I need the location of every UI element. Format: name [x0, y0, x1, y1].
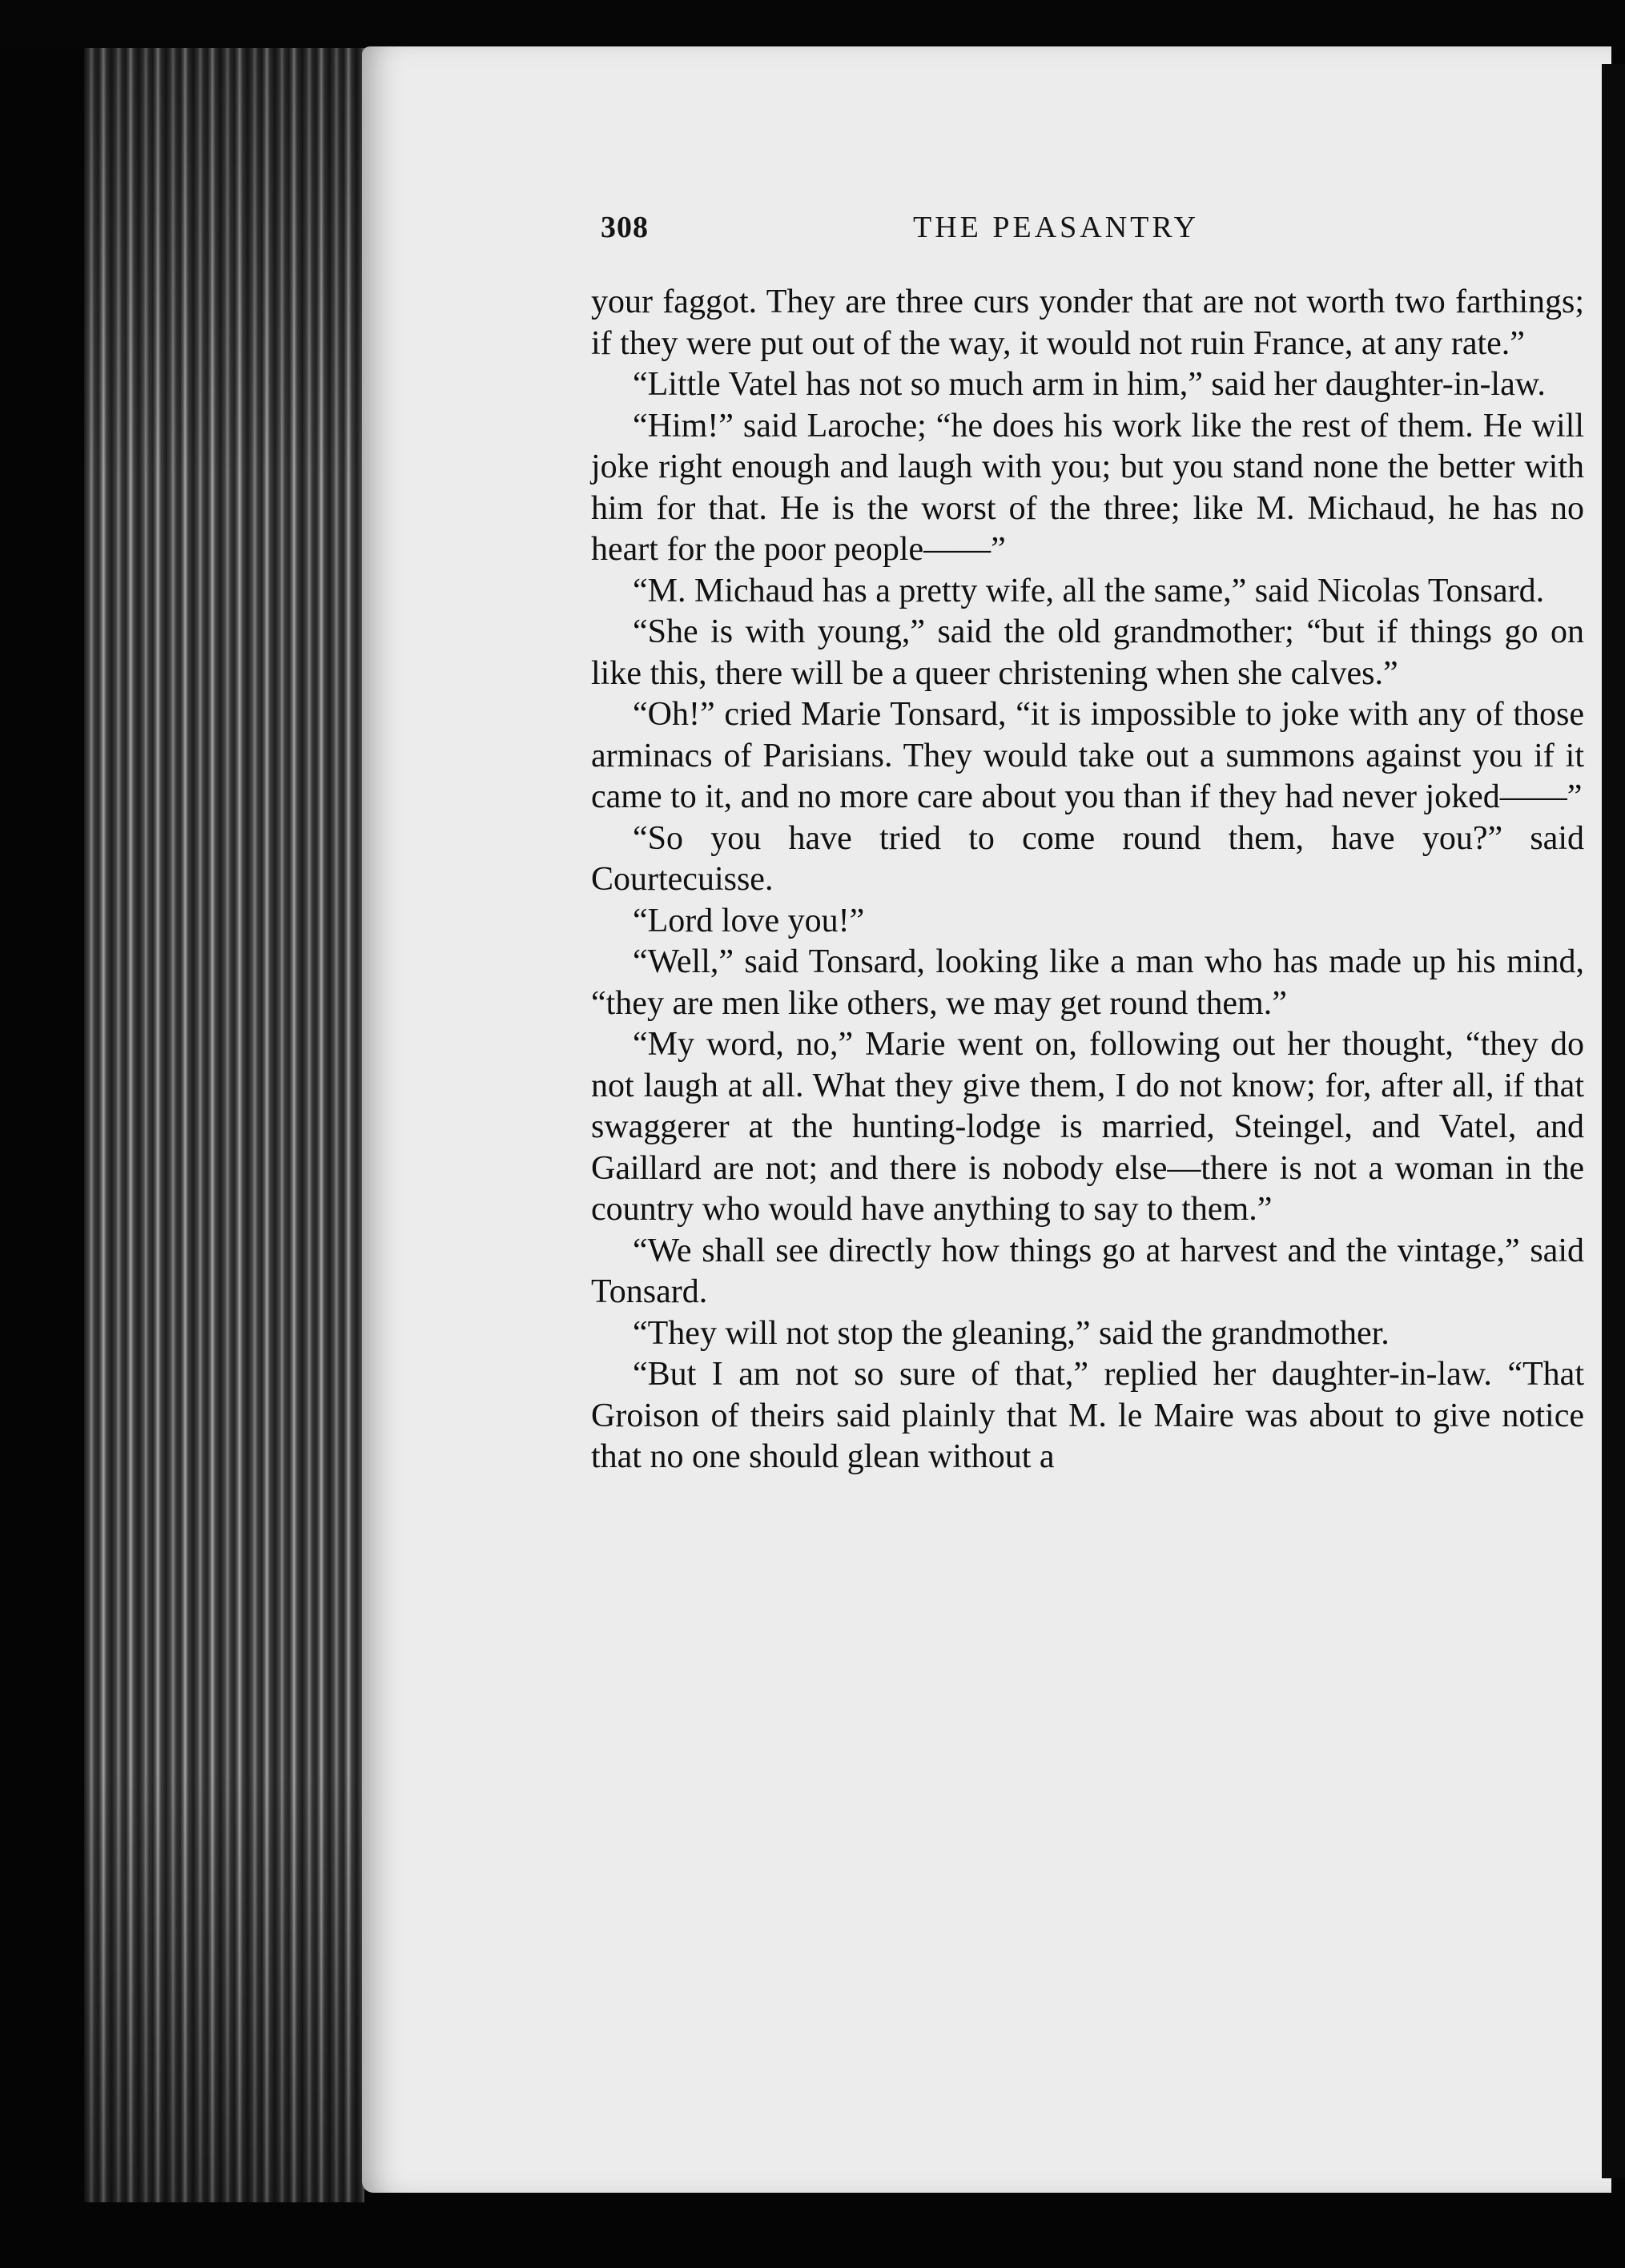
scan-top-margin [0, 0, 1625, 48]
paragraph: “Oh!” cried Marie Tonsard, “it is impossible to joke with any of those arminacs of Parisians. They would take out a summons against you if it came to it, and no more care about you than if they had never joked——” [591, 696, 1584, 815]
paragraph: “We shall see directly how things go at harvest and the vintage,” said Tonsard. [591, 1232, 1584, 1310]
body-text [591, 282, 1584, 1478]
paragraph: your faggot. They are three curs yonder that are not worth two farthings; if they were put out of the way, it would not ruin France, at any rate.” [591, 284, 1584, 362]
running-head: THE PEASANTRY [913, 211, 1200, 244]
paragraph: “Him!” said Laroche; “he does his work like the rest of them. He will joke right enough and laugh with you; but you stand none the better with him for that. He is the worst of the three; like M. Michaud, he has no heart for the poor people——” [591, 407, 1584, 568]
page-number: 308 [601, 211, 649, 244]
paragraph: “M. Michaud has a pretty wife, all the same,” said Nicolas Tonsard. [633, 572, 1545, 609]
book-spine-edge [84, 48, 364, 2202]
paragraph: “Well,” said Tonsard, looking like a man who has made up his mind, “they are men like others, we may get round them.” [591, 943, 1584, 1022]
scan-right-margin [1602, 64, 1625, 2178]
page-header [601, 210, 1586, 258]
paragraph: “Lord love you!” [633, 902, 865, 939]
paragraph: “She is with young,” said the old grandmother; “but if things go on like this, there will be a queer christening when she calves.” [591, 613, 1584, 692]
paragraph: “My word, no,” Marie went on, following out her thought, “they do not laugh at all. What they give them, I do not know; for, after all, if that swaggerer at the hunting-lodge is married, Steingel, and Vatel, and Gaillard are not; and there is nobody else—there is not a woman in the country who would have anything to say to them.” [591, 1026, 1584, 1228]
paragraph: “Little Vatel has not so much arm in him,” said her daughter-in-law. [633, 366, 1546, 403]
paragraph: “But I am not so sure of that,” replied her daughter-in-law. “That Groison of theirs said plainly that M. le Maire was about to give notice that no one should glean without a [591, 1356, 1584, 1475]
paragraph: “So you have tried to come round them, have you?” said Courtecuisse. [591, 819, 1584, 898]
paragraph: “They will not stop the gleaning,” said the grandmother. [633, 1314, 1390, 1352]
